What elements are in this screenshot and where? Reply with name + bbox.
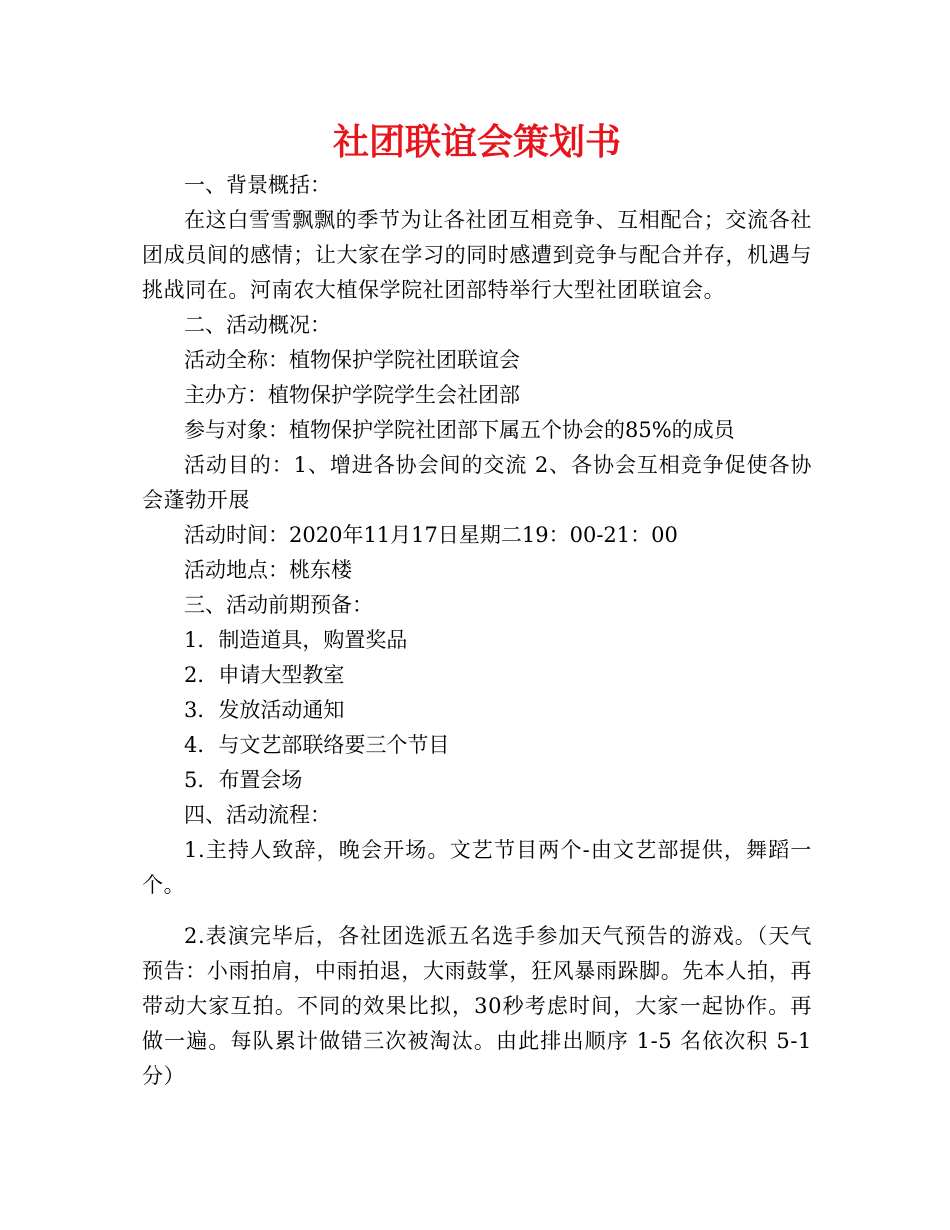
section-heading-process: 四、活动流程：	[184, 803, 331, 827]
activity-location: 活动地点：桃东楼	[184, 558, 352, 582]
preparation-item: 3．发放活动通知	[184, 698, 345, 722]
preparation-item: 1．制造道具，购置奖品	[184, 628, 408, 652]
document-title: 社团联谊会策划书	[332, 121, 621, 163]
document-page	[142, 118, 812, 1094]
activity-organizer: 主办方：植物保护学院学生会社团部	[184, 383, 520, 407]
process-step-1: 1.主持人致辞，晚会开场。文艺节目两个-由文艺部提供，舞蹈一个。	[142, 838, 812, 897]
section-heading-overview: 二、活动概况：	[184, 313, 331, 337]
section-heading-background: 一、背景概括：	[184, 173, 331, 197]
activity-participants: 参与对象：植物保护学院社团部下属五个协会的85%的成员	[184, 418, 735, 442]
preparation-item: 5．布置会场	[184, 768, 303, 792]
activity-time: 活动时间：2020年11月17日星期二19：00-21：00	[184, 523, 678, 547]
activity-full-name: 活动全称：植物保护学院社团联谊会	[184, 348, 520, 372]
process-step-2: 2.表演完毕后，各社团选派五名选手参加天气预告的游戏。（天气预告：小雨拍肩，中雨拍退，大雨鼓掌，狂风暴雨跺脚。先本人拍，再带动大家互拍。不同的效果比拟，30秒考虑时间，大家一起协作。再做一遍。每队累计做错三次被淘汰。由此排出顺序 1-5 名依次积 5-1 分）	[142, 924, 812, 1088]
activity-purpose: 活动目的：1、增进各协会间的交流 2、各协会互相竞争促使各协会蓬勃开展	[142, 453, 812, 512]
preparation-item: 4．与文艺部联络要三个节目	[184, 733, 450, 757]
background-paragraph: 在这白雪雪飘飘的季节为让各社团互相竞争、互相配合；交流各社团成员间的感情；让大家在学习的同时感遭到竞争与配合并存，机遇与挑战同在。河南农大植保学院社团部特举行大型社团联谊会。	[142, 208, 812, 302]
preparation-item: 2．申请大型教室	[184, 663, 345, 687]
section-heading-preparation: 三、活动前期预备：	[184, 593, 373, 617]
